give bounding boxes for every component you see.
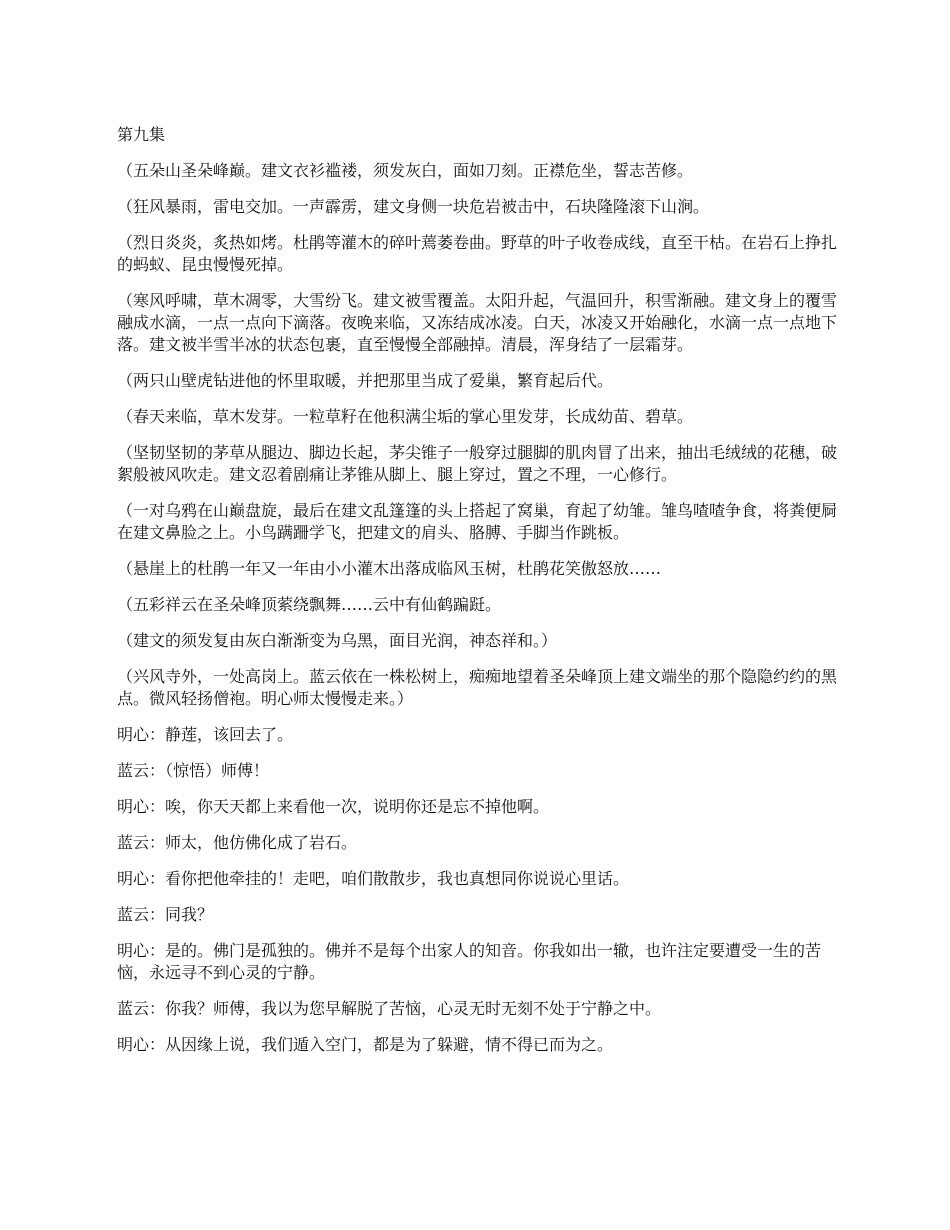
stage-direction-grass: （坚韧坚韧的茅草从腿边、脚边长起，茅尖锥子一般穿过腿脚的肌肉冒了出来，抽出毛绒绒的花穗，破絮般被风吹走。建文忍着剧痛让茅锥从脚上、腿上穿过，置之不理，一心修行。 <box>117 443 838 484</box>
stage-direction-clouds: （五彩祥云在圣朵峰顶萦绕飘舞……云中有仙鹤蹁跹。 <box>117 595 502 614</box>
stage-direction-heat: （烈日炎炎，炙热如烤。杜鹃等灌木的碎叶蔫萎卷曲。野草的叶子收卷成线，直至干枯。在岩石上挣扎的蚂蚁、昆虫慢慢死掉。 <box>117 233 838 274</box>
document-page <box>117 124 840 1070</box>
dialogue-line: 明心：静莲，该回去了。 <box>117 725 294 744</box>
stage-direction-summit: （五朵山圣朵峰巅。建文衣衫褴褛，须发灰白，面如刀刻。正襟危坐，誓志苦修。 <box>117 161 694 180</box>
dialogue-line: 明心：看你把他牵挂的！走吧，咱们散散步，我也真想同你说说心里话。 <box>117 869 630 888</box>
dialogue-line: 蓝云：师太，他仿佛化成了岩石。 <box>117 833 358 852</box>
dialogue-line: 蓝云：你我？师傅，我以为您早解脱了苦恼，心灵无时无刻不处于宁静之中。 <box>117 999 662 1018</box>
stage-direction-geckos: （两只山壁虎钻进他的怀里取暖，并把那里当成了爱巢，繁育起后代。 <box>117 371 614 390</box>
stage-direction-temple: （兴风寺外，一处高岗上。蓝云依在一株松树上，痴痴地望着圣朵峰顶上建文端坐的那个隐隐约约的黑点。微风轻扬僧袍。明心师太慢慢走来。） <box>117 667 838 708</box>
stage-direction-hair: （建文的须发复由灰白渐渐变为乌黑，面目光润，神态祥和。） <box>117 631 558 650</box>
stage-direction-azalea: （悬崖上的杜鹃一年又一年由小小灌木出落成临风玉树，杜鹃花笑傲怒放…… <box>117 559 662 578</box>
stage-direction-storm: （狂风暴雨，雷电交加。一声霹雳，建文身侧一块危岩被击中，石块隆隆滚下山涧。 <box>117 197 710 216</box>
stage-direction-spring: （春天来临，草木发芽。一粒草籽在他积满尘垢的掌心里发芽，长成幼苗、碧草。 <box>117 407 694 426</box>
stage-direction-snow: （寒风呼啸，草木凋零，大雪纷飞。建文被雪覆盖。太阳升起，气温回升，积雪渐融。建文身上的覆雪融成水滴，一点一点向下滴落。夜晚来临，又冻结成冰凌。白天，冰凌又开始融化，水滴一点一点地下落。建文被半雪半冰的状态包裹，直至慢慢全部融掉。清晨，浑身结了一层霜芽。 <box>117 291 838 354</box>
episode-title: 第九集 <box>117 125 166 144</box>
dialogue-line: 明心：唉，你天天都上来看他一次，说明你还是忘不掉他啊。 <box>117 797 550 816</box>
dialogue-line: 蓝云：（惊悟）师傅！ <box>117 761 270 780</box>
dialogue-line: 明心：从因缘上说，我们遁入空门，都是为了躲避，情不得已而为之。 <box>117 1035 614 1054</box>
dialogue-line: 蓝云：同我？ <box>117 905 214 924</box>
dialogue-line: 明心：是的。佛门是孤独的。佛并不是每个出家人的知音。你我如出一辙，也许注定要遭受一生的苦恼，永远寻不到心灵的宁静。 <box>117 941 822 982</box>
stage-direction-crows: （一对乌鸦在山巅盘旋，最后在建文乱篷篷的头上搭起了窝巢，育起了幼雏。雏鸟喳喳争食，将粪便屙在建文鼻脸之上。小鸟蹒跚学飞，把建文的肩头、胳膊、手脚当作跳板。 <box>117 501 838 542</box>
